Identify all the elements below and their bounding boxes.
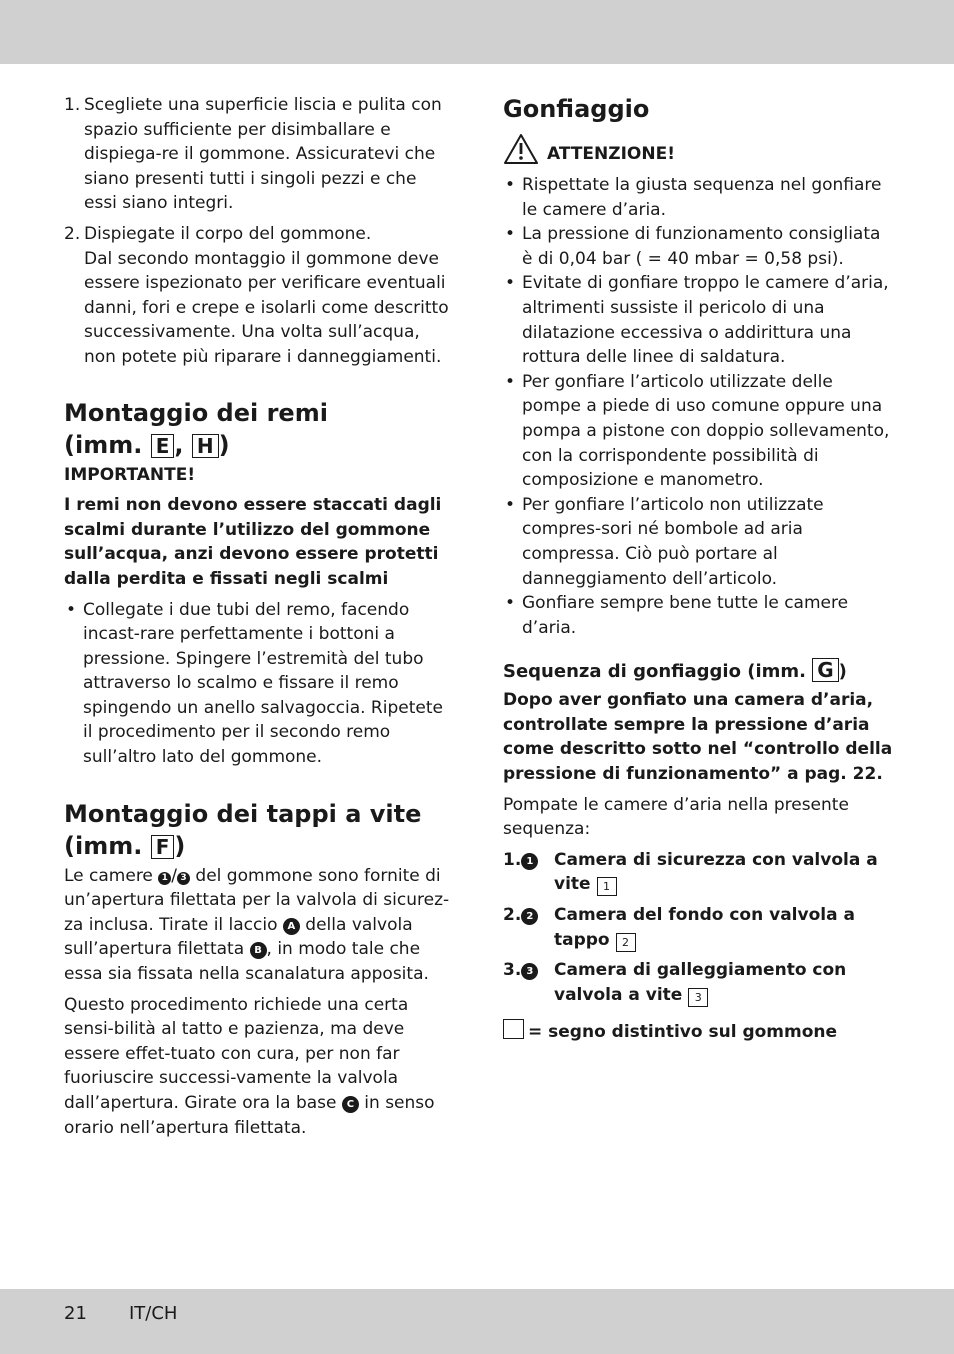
circle-3-icon: 3	[177, 872, 190, 885]
section-title-gonfiaggio: Gonfiaggio	[503, 95, 650, 123]
remi-bullet: • Collegate i due tubi del remo, facendo incast-rare perfettamente i bottoni a pressione. Spingere l’estremità del tubo attraverso lo scalmo e fissare il remo spingendo un anello salvagoccia. Ripetete il procedimento per il secondo remo sull’altro lato del gommone.	[64, 598, 450, 770]
header-bar	[0, 0, 954, 64]
tappi-paragraph-2: Questo procedimento richiede una certa sensi-bilità al tatto e pazienza, ma deve essere effet-tuato con cura, per non far fuoriuscire successi-vamente la valvola dall’apertura. Girate ora la base C in senso orario nell’apertura filettata.	[64, 994, 435, 1138]
legend: = segno distintivo sul gommone	[503, 1019, 893, 1045]
sequence-warning: Dopo aver gonfiato una camera d’aria, controllate sempre la pressione d’aria come descritto sotto nel “controllo della pressione di funzionamento” a pag. 22.	[503, 690, 893, 785]
gonfiaggio-bullet-1: • Rispettate la giusta sequenza nel gonfiare le camere d’aria.	[503, 173, 893, 222]
gonfiaggio-bullet-3: • Evitate di gonfiare troppo le camere d’aria, altrimenti sussiste il pericolo di una dilatazione eccessiva o addirittura una rottura delle linee di saldatura.	[503, 271, 893, 369]
attention-label: ATTENZIONE!	[547, 144, 675, 164]
gonfiaggio-bullet-5: • Per gonfiare l’articolo non utilizzate compres-sori né bombole ad aria compressa. Ciò può portare al danneggiamento dell’articolo.	[503, 493, 893, 591]
marker-box-3: 3	[688, 988, 708, 1007]
figure-ref-g: G	[812, 658, 838, 682]
marker-box-1: 1	[597, 877, 617, 896]
gonfiaggio-bullet-6: • Gonfiare sempre bene tutte le camere d’aria.	[503, 591, 893, 640]
sequence-intro: Pompate le camere d’aria nella presente sequenza:	[503, 794, 849, 840]
section-title-remi: Montaggio dei remi (imm. E , H )	[64, 398, 328, 459]
step-2-text: Dispiegate il corpo del gommone.	[84, 223, 372, 244]
gonfiaggio-bullet-4: • Per gonfiare l’articolo utilizzate delle pompe a piede di uso comune oppure una pompa a pistone con doppio sollevamento, con la corrispondente possibilità di composizione e manometro.	[503, 370, 893, 493]
left-column	[64, 92, 450, 1140]
marker-box-2: 2	[616, 933, 636, 952]
figure-ref-h: H	[192, 434, 219, 458]
tappi-paragraph-1: Le camere 1 / 3 del gommone sono fornite di un’apertura filettata per la valvola di sicurez-za inclusa. Tirate il laccio A della valvola sull’apertura filettata B , in modo tale che essa sia fissata nella scanalatura apposita.	[64, 865, 450, 985]
figure-ref-f: F	[151, 835, 175, 859]
attention-row	[503, 131, 893, 165]
step-2-text-2: Dal secondo montaggio il gommone deve essere ispezionato per verificare eventuali danni, fori e crepe e isolarli come descritto successivamente. Una volta sull’acqua, non potete più riparare i danneggiamenti.	[84, 248, 449, 367]
right-column	[503, 92, 893, 1045]
circle-1-icon: 1	[521, 853, 538, 870]
sequence-step-2: 2. 2 Camera del fondo con valvola a tappo 2	[503, 905, 855, 950]
sequence-step-3: 3. 3 Camera di galleggiamento con valvola a vite 3	[503, 960, 847, 1005]
sequence-title: Sequenza di gonfiaggio (imm. G )	[503, 658, 847, 683]
circle-1-icon: 1	[158, 872, 171, 885]
step-1-text: Scegliete una superficie liscia e pulita con spazio sufficiente per disimballare e dispiega-re il gommone. Assicuratevi che siano presenti tutti i singoli pezzi e che essi siano integri.	[84, 95, 442, 214]
important-label: IMPORTANTE!	[64, 464, 196, 485]
step-1: 1. Scegliete una superficie liscia e pulita con spazio sufficiente per disimballare e dispiega-re il gommone. Assicuratevi che siano presenti tutti i singoli pezzi e che essi siano integri.	[64, 95, 442, 214]
circle-3-icon: 3	[521, 963, 538, 980]
figure-ref-e: E	[151, 434, 175, 458]
circle-c-icon: C	[342, 1096, 359, 1113]
language-code: IT/CH	[129, 1303, 178, 1324]
circle-2-icon: 2	[521, 908, 538, 925]
marker-box-empty	[503, 1019, 524, 1039]
warning-triangle-icon	[503, 133, 539, 165]
circle-b-icon: B	[250, 942, 267, 959]
gonfiaggio-bullet-2: • La pressione di funzionamento consigliata è di 0,04 bar ( = 40 mbar = 0,58 psi).	[503, 222, 893, 271]
sequence-step-1: 1. 1 Camera di sicurezza con valvola a vite 1	[503, 849, 878, 895]
step-2: 2. Dispiegate il corpo del gommone. Dal secondo montaggio il gommone deve essere ispezionato per verificare eventuali danni, fori e crepe e isolarli come descritto successivamente. Una volta sull’acqua, non potete più riparare i danneggiamenti.	[64, 223, 449, 367]
important-text: I remi non devono essere staccati dagli scalmi durante l’utilizzo del gommone sull’acqua, anzi devono essere protetti dalla perdita e fissati negli scalmi	[64, 495, 442, 589]
circle-a-icon: A	[283, 918, 300, 935]
page-number: 21	[64, 1303, 87, 1324]
section-title-tappi: Montaggio dei tappi a vite (imm. F )	[64, 799, 422, 860]
